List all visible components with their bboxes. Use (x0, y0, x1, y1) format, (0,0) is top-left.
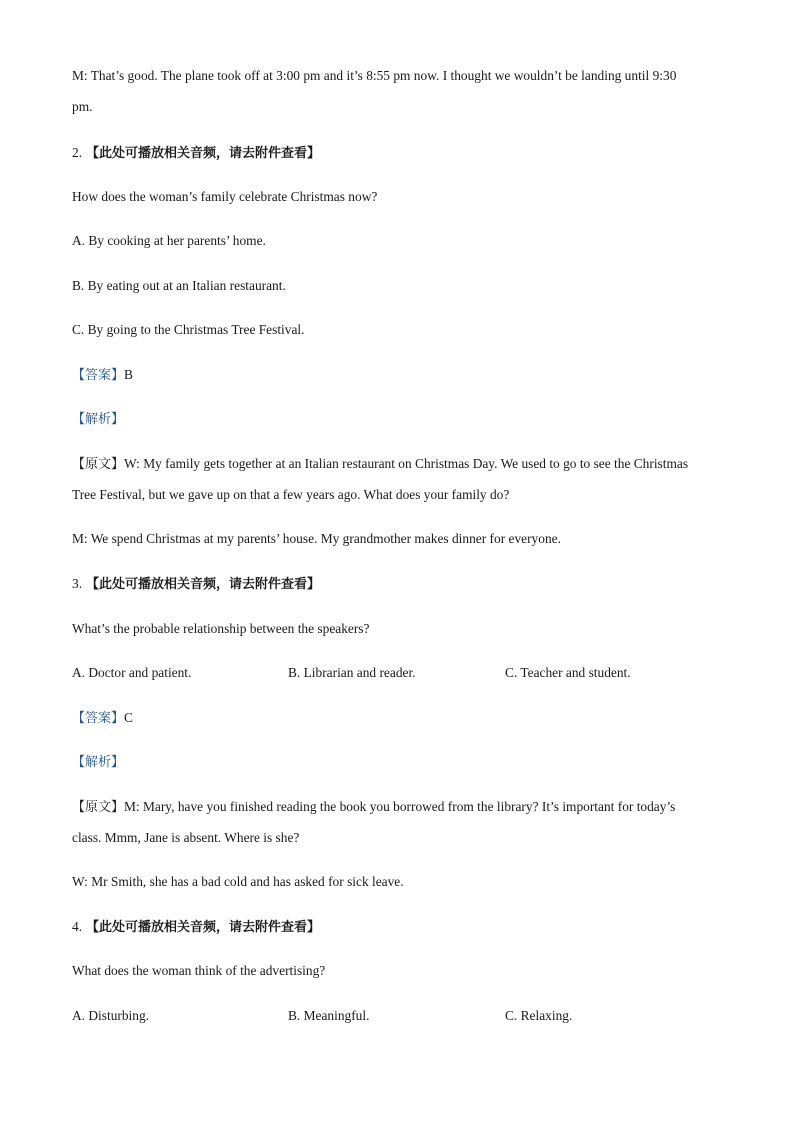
option-b: B. Librarian and reader. (288, 665, 416, 680)
option-c: C. Teacher and student. (505, 665, 631, 680)
analysis-tag: 【解析】 (72, 412, 125, 427)
original-text: class. Mmm, Jane is absent. Where is she? (72, 830, 300, 845)
option-b: B. By eating out at an Italian restaurant. (72, 278, 286, 293)
answer-line (72, 710, 133, 727)
question-header (72, 919, 320, 936)
analysis-line (72, 411, 124, 428)
original-tag: 【原文】 (72, 800, 125, 815)
dialogue-line: M: That’s good. The plane took off at 3:00 pm and it’s 8:55 pm now. I thought we wouldn’t be landing until 9:30 (72, 68, 677, 83)
audio-note[interactable]: 【此处可播放相关音频，请去附件查看】 (86, 146, 321, 161)
answer-tag: 【答案】 (72, 368, 125, 383)
audio-note[interactable]: 【此处可播放相关音频，请去附件查看】 (86, 577, 321, 592)
option-a: A. Doctor and patient. (72, 665, 192, 680)
original-text: W: My family gets together at an Italian restaurant on Christmas Day. We used to go to see the Christmas (124, 456, 689, 471)
question-header (72, 576, 320, 593)
original-text: M: We spend Christmas at my parents’ house. My grandmother makes dinner for everyone. (72, 531, 561, 546)
option-c: C. Relaxing. (505, 1008, 573, 1023)
question-text: How does the woman’s family celebrate Christmas now? (72, 189, 378, 204)
analysis-line (72, 754, 124, 771)
original-tag: 【原文】 (72, 457, 125, 472)
answer-line (72, 367, 133, 384)
question-number: 3. (72, 576, 83, 591)
dialogue-line: pm. (72, 99, 93, 114)
option-b: B. Meaningful. (288, 1008, 370, 1023)
original-text-line (72, 799, 675, 816)
original-text: W: Mr Smith, she has a bad cold and has asked for sick leave. (72, 874, 404, 889)
audio-note[interactable]: 【此处可播放相关音频，请去附件查看】 (86, 920, 321, 935)
analysis-tag: 【解析】 (72, 755, 125, 770)
question-text: What does the woman think of the advertising? (72, 963, 326, 978)
original-text: M: Mary, have you finished reading the book you borrowed from the library? It’s important for today’s (124, 799, 676, 814)
question-number: 2. (72, 145, 83, 160)
answer-tag: 【答案】 (72, 711, 125, 726)
answer-value: C (124, 710, 133, 725)
original-text-line (72, 456, 688, 473)
question-header (72, 145, 320, 162)
question-text: What’s the probable relationship between the speakers? (72, 621, 370, 636)
answer-value: B (124, 367, 133, 382)
option-a: A. Disturbing. (72, 1008, 149, 1023)
option-c: C. By going to the Christmas Tree Festival. (72, 322, 305, 337)
question-number: 4. (72, 919, 83, 934)
original-text: Tree Festival, but we gave up on that a few years ago. What does your family do? (72, 487, 510, 502)
option-a: A. By cooking at her parents’ home. (72, 233, 266, 248)
